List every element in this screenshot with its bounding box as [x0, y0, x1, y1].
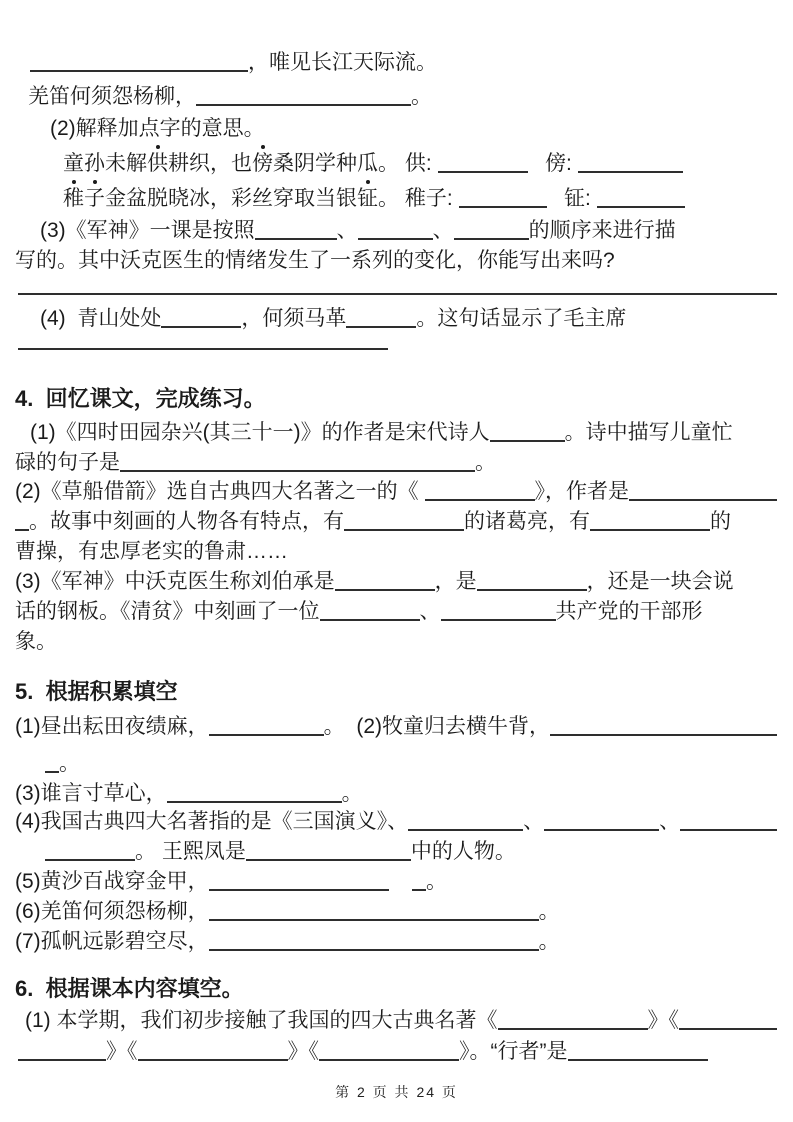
text-run: 羌笛何须怨杨柳，: [28, 85, 196, 108]
s6-q1-line-1: [25, 1007, 777, 1034]
s4-q2-line-3: [15, 538, 777, 565]
fill-in-blank: [209, 875, 389, 891]
emphasized-char: 钲: [357, 187, 378, 210]
fill-in-blank: [477, 575, 587, 591]
text-run: (5)黄沙百战穿金甲，: [15, 870, 209, 893]
s4-q3-line-2: [15, 598, 777, 625]
text-run: ，是: [434, 570, 477, 593]
text-run: 。 王熙凤是: [135, 840, 246, 863]
q3-answer-rule: [18, 293, 777, 295]
text-run: 、: [432, 219, 454, 242]
fill-in-blank: [344, 515, 464, 531]
text-run: 傍:: [527, 152, 578, 175]
text-run: 》。“行者”是: [459, 1040, 568, 1063]
text-run: 》，作者是: [534, 480, 629, 503]
fill-in-blank: [45, 757, 59, 773]
q2-prompt: [50, 115, 777, 142]
text-run: 桑阴学种瓜。 供:: [273, 152, 438, 175]
text-run: ，何须马革: [241, 307, 347, 330]
text-run: 童孙未解: [63, 152, 147, 175]
text-run: 。: [341, 782, 363, 805]
section-5-heading: [15, 678, 777, 705]
text-run: 。: [538, 930, 560, 953]
text-run: (7)孤帆远影碧空尽，: [15, 930, 209, 953]
text-run: (2)《草船借箭》选自古典四大名著之一的《: [15, 480, 425, 503]
s5-q4-line-1: [15, 808, 777, 835]
s4-q3-line-3: [15, 628, 777, 655]
s4-q1-line-1: [30, 419, 777, 446]
s5-q1-q2: [15, 713, 777, 740]
text-run: 、: [659, 810, 681, 833]
text-run: (6)羌笛何须怨杨柳，: [15, 900, 209, 923]
fill-in-blank: [590, 515, 710, 531]
q2-sentence-1: [63, 150, 777, 177]
text-run: (3)《军神》中沃克医生称刘伯承是: [15, 570, 335, 593]
s5-q4-line-2: [45, 838, 777, 865]
text-run: 中的人物。: [410, 840, 516, 863]
fill-in-blank: [412, 875, 426, 891]
section-6-heading: [15, 975, 777, 1002]
text-run: 曹操，有忠厚老实的鲁肃……: [15, 540, 288, 563]
text-run: ，还是一块会说: [586, 570, 734, 593]
text-run: 共产党的干部形: [555, 600, 703, 623]
text-run: 。: [411, 85, 432, 108]
s6-q1-line-2: [18, 1038, 777, 1065]
fill-in-blank: [246, 845, 411, 861]
text-run: (1)《四时田园杂兴(其三十一)》的作者是宋代诗人: [30, 421, 490, 444]
text-run: 话的钢板。《清贫》中刻画了一位: [15, 600, 320, 623]
text-run: 。: [538, 900, 560, 923]
text-run: 、: [419, 600, 441, 623]
fill-in-blank: [196, 90, 411, 106]
text-run: 的诸葛亮，有: [464, 510, 590, 533]
fill-in-blank: [209, 905, 539, 921]
text-run: 》《: [287, 1040, 319, 1063]
fill-in-blank: [680, 815, 777, 831]
fill-in-blank: [408, 815, 523, 831]
text-run: 5. 根据积累填空: [15, 679, 178, 704]
fill-in-blank: [597, 192, 685, 208]
text-run: [389, 868, 412, 895]
fill-in-blank: [454, 224, 529, 240]
fill-in-blank: [358, 224, 433, 240]
text-run: (3)《军神》一课是按照: [40, 219, 255, 242]
emphasized-char: 稚: [63, 187, 84, 210]
fill-in-blank: [550, 720, 777, 736]
text-run: (2)解释加点字的意思。: [50, 117, 265, 140]
emphasized-char: 傍: [252, 152, 273, 175]
text-run: 金盆脱晓冰，彩丝穿取当银: [105, 187, 357, 210]
fill-in-blank: [167, 787, 342, 803]
fill-in-blank: [490, 426, 565, 442]
s5-q3: [15, 780, 777, 807]
fill-in-blank: [15, 515, 29, 531]
text-run: (1) 本学期，我们初步接触了我国的四大古典名著《: [25, 1009, 498, 1032]
fill-in-blank: [568, 1045, 708, 1061]
fill-in-blank: [30, 56, 248, 72]
s5-q5: [15, 868, 777, 895]
s5-q7: [15, 928, 777, 955]
fill-in-blank: [425, 485, 535, 501]
text-run: 写的。其中沃克医生的情绪发生了一系列的变化，你能写出来吗?: [15, 249, 615, 272]
text-run: 。: [59, 752, 80, 775]
emphasized-char: 子: [84, 187, 105, 210]
fill-in-blank: [138, 1045, 288, 1061]
text-run: (4)我国古典四大名著指的是《三国演义》、: [15, 810, 409, 833]
text-run: 6. 根据课本内容填空。: [15, 976, 244, 1001]
text-run: 。诗中描写儿童忙: [564, 421, 733, 444]
fill-in-blank: [255, 224, 337, 240]
text-run: 。 (2)牧童归去横牛背，: [323, 715, 551, 738]
fill-in-blank: [209, 720, 324, 736]
s5-q6: [15, 898, 777, 925]
text-run: 》《: [106, 1040, 138, 1063]
s4-q2-line-1: [15, 478, 777, 505]
text-run: 的: [710, 510, 731, 533]
fill-in-blank: [319, 1045, 459, 1061]
text-run: ，唯见长江天际流。: [248, 51, 437, 74]
q2-sentence-2: [63, 185, 777, 212]
fill-in-blank: [438, 157, 528, 173]
q3-prompt-line-1: [40, 217, 777, 244]
fill-in-blank: [459, 192, 547, 208]
emphasized-char: 供: [147, 152, 168, 175]
text-run: (1)昼出耘田夜绩麻，: [15, 715, 209, 738]
text-run: 。这句话显示了毛主席: [416, 307, 627, 330]
text-run: 钲:: [546, 187, 597, 210]
text-run: 耕织，也: [168, 152, 252, 175]
text-run: 》《: [647, 1009, 679, 1032]
fill-in-blank: [629, 485, 777, 501]
fill-in-blank: [18, 1045, 106, 1061]
fill-in-blank: [45, 845, 135, 861]
text-run: 、: [523, 810, 545, 833]
text-run: 、: [336, 219, 358, 242]
fill-in-blank: [441, 605, 556, 621]
fill-in-blank: [679, 1014, 777, 1030]
text-run: 4. 回忆课文，完成练习。: [15, 386, 266, 411]
page-number-footer: 第 2 页 共 24 页: [335, 1084, 458, 1100]
fill-in-blank: [161, 312, 241, 328]
fill-in-blank: [335, 575, 435, 591]
s4-q2-line-2: [15, 508, 777, 535]
fill-in-blank: [498, 1014, 648, 1030]
q4-prompt: [40, 305, 777, 332]
q4-answer-rule: [18, 348, 388, 350]
text-run: 。: [475, 451, 496, 474]
s5-q2-cont: [45, 750, 777, 777]
s4-q1-line-2: [15, 449, 777, 476]
text-run: (4) 青山处处: [40, 307, 162, 330]
poem-line-blank-weijian: [30, 49, 777, 76]
text-run: 象。: [15, 630, 57, 653]
fill-in-blank: [578, 157, 683, 173]
fill-in-blank: [209, 935, 539, 951]
fill-in-blank: [346, 312, 416, 328]
s4-q3-line-1: [15, 568, 777, 595]
q3-prompt-line-2: [15, 247, 777, 274]
text-run: 碌的句子是: [15, 451, 120, 474]
fill-in-blank: [544, 815, 659, 831]
fill-in-blank: [320, 605, 420, 621]
poem-line-qiangdi: [28, 83, 777, 110]
text-run: 。: [426, 870, 448, 893]
text-run: (3)谁言寸草心，: [15, 782, 167, 805]
section-4-heading: [15, 385, 777, 412]
fill-in-blank: [120, 456, 475, 472]
text-run: 。 稚子:: [378, 187, 459, 210]
text-run: 的顺序来进行描: [528, 219, 676, 242]
text-run: 。故事中刻画的人物各有特点，有: [29, 510, 344, 533]
